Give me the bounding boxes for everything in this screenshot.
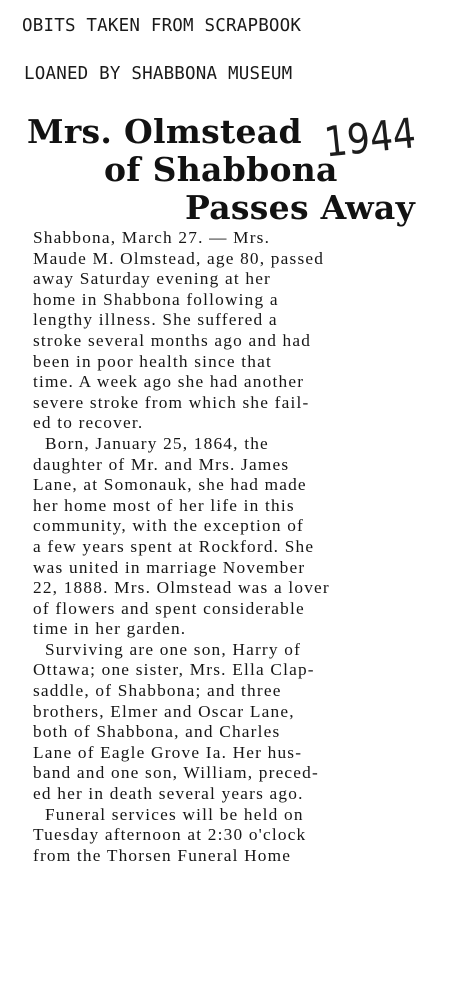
headline-line-2: of Shabbona xyxy=(104,150,338,189)
article-line: Lane, at Somonauk, she had made xyxy=(33,475,307,495)
article-line: lengthy illness. She suffered a xyxy=(33,310,278,330)
article-line: her home most of her life in this xyxy=(33,495,295,515)
article-paragraph xyxy=(33,434,425,640)
headline-line-1: Mrs. Olmstead xyxy=(27,112,302,151)
article-line: ed her in death several years ago. xyxy=(33,784,304,804)
article-line: been in poor health since that xyxy=(33,351,272,371)
article-line: Funeral services will be held on xyxy=(45,804,304,824)
headline-line-3: Passes Away xyxy=(185,188,416,227)
article-line: community, with the exception of xyxy=(33,516,305,536)
article-paragraph xyxy=(33,228,425,434)
article-line: Maude M. Olmstead, age 80, passed xyxy=(33,248,325,268)
article-line: a few years spent at Rockford. She xyxy=(33,536,315,556)
article-line: Tuesday afternoon at 2:30 o'clock xyxy=(33,825,307,845)
article-line: severe stroke from which she fail- xyxy=(33,392,310,412)
article-line: time in her garden. xyxy=(33,619,187,639)
article-line: from the Thorsen Funeral Home xyxy=(33,845,292,865)
article-line: Lane of Eagle Grove Ia. Her hus- xyxy=(33,742,303,762)
article-line: brothers, Elmer and Oscar Lane, xyxy=(33,701,295,721)
article-line: Surviving are one son, Harry of xyxy=(45,639,302,659)
obituary-article-body xyxy=(33,228,425,866)
article-line: 22, 1888. Mrs. Olmstead was a lover xyxy=(33,578,330,598)
article-line: Born, January 25, 1864, the xyxy=(45,433,269,453)
article-line: of flowers and spent considerable xyxy=(33,598,305,618)
article-line: Shabbona, March 27. — Mrs. xyxy=(33,228,271,247)
scrapbook-header-line-1: OBITS TAKEN FROM SCRAPBOOK xyxy=(22,16,302,36)
article-line: daughter of Mr. and Mrs. James xyxy=(33,454,290,474)
article-line: away Saturday evening at her xyxy=(33,269,272,289)
article-line: time. A week ago she had another xyxy=(33,372,305,392)
article-line: was united in marriage November xyxy=(33,557,306,577)
article-line: home in Shabbona following a xyxy=(33,289,279,309)
article-line: Ottawa; one sister, Mrs. Ella Clap- xyxy=(33,660,315,680)
article-line: band and one son, William, preced- xyxy=(33,763,319,783)
article-line: both of Shabbona, and Charles xyxy=(33,722,281,742)
article-paragraph xyxy=(33,640,425,805)
article-line: saddle, of Shabbona; and three xyxy=(33,681,282,701)
article-line: stroke several months ago and had xyxy=(33,330,312,350)
article-line: ed to recover. xyxy=(33,413,144,433)
article-paragraph xyxy=(33,805,425,867)
handwritten-year-annotation: 1944 xyxy=(322,110,419,167)
scrapbook-header-line-2: LOANED BY SHABBONA MUSEUM xyxy=(24,64,293,84)
